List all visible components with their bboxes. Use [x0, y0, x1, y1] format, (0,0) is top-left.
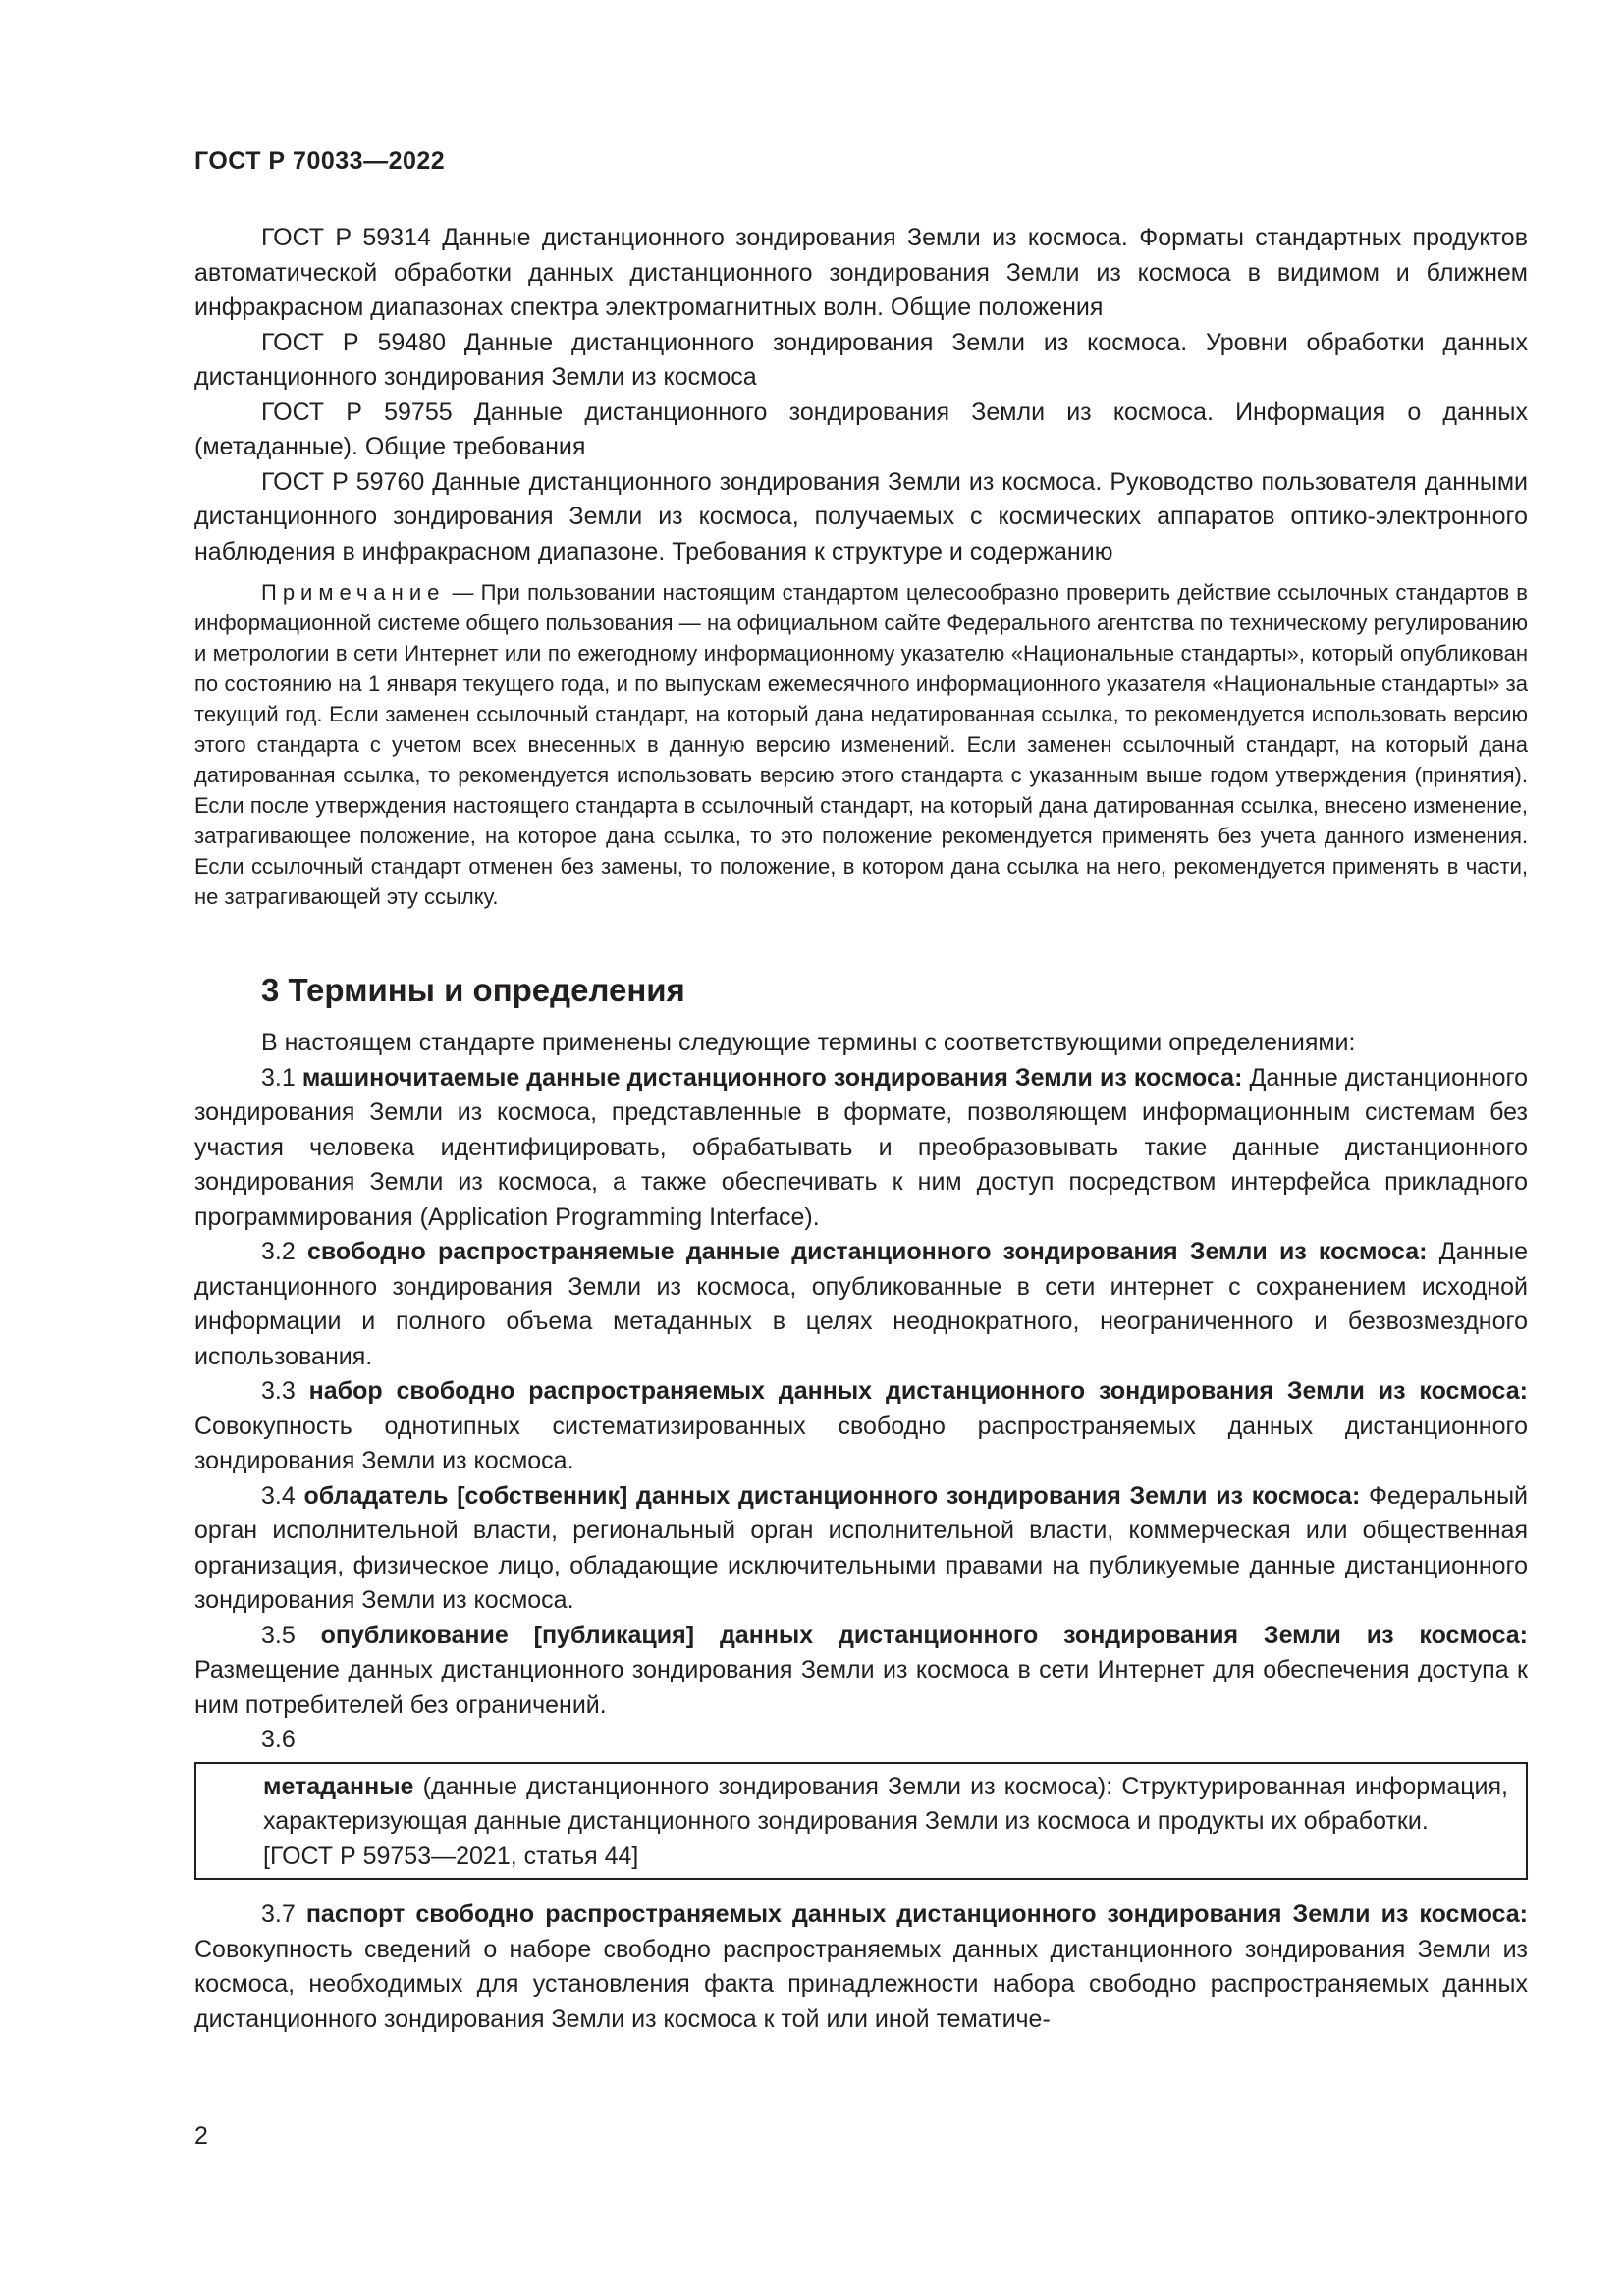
term-name: метаданные — [263, 1772, 414, 1800]
boxed-term-entry — [263, 1770, 1508, 1840]
note-label: Примечание — [261, 580, 446, 605]
page-content — [194, 221, 1528, 2037]
term-definition: Данные дистанционного зондирования Земли из космоса, представленные в формате, позволяющем информационным системам без участия человека идентифицировать, обрабатывать и преобразовывать такие данные дистанционного зондирования Земли из космоса, а также обеспечивать к ним доступ посредством интерфейса прикладного программирования (Application Programming Interface). — [194, 1063, 1528, 1231]
term-source: [ГОСТ Р 59753—2021, статья 44] — [263, 1842, 639, 1870]
section-intro: В настоящем стандарте применены следующие термины с соответствующими определениями: — [261, 1029, 1356, 1056]
term-name: набор свободно распространяемых данных дистанционного зондирования Земли из космоса: — [308, 1377, 1528, 1405]
term-number: 3.4 — [261, 1481, 296, 1510]
term-name: свободно распространяемые данные дистанционного зондирования Земли из космоса: — [306, 1238, 1428, 1265]
term-number-boxed: 3.6 — [261, 1726, 296, 1753]
term-entry — [194, 1374, 1528, 1479]
term-definition: Федеральный орган исполнительной власти, региональный орган исполнительной власти, коммерческая или общественная организация, физическое лицо, обладающие исключительными правами на публикуемые данные дистанционного зондирования Земли из космоса. — [194, 1481, 1528, 1614]
term-name: машиночитаемые данные дистанционного зондирования Земли из космоса: — [301, 1063, 1243, 1092]
term-definition: Размещение данных дистанционного зондирования Земли из космоса в сети Интернет для обеспечения доступа к ним потребителей без ограничений. — [194, 1656, 1528, 1719]
term-name: обладатель [собственник] данных дистанционного зондирования Земли из космоса: — [303, 1481, 1361, 1510]
term-box — [194, 1762, 1528, 1881]
term-number: 3.5 — [261, 1621, 296, 1649]
term-definition: Совокупность однотипных систематизированных свободно распространяемых данных дистанционного зондирования Земли из космоса. — [194, 1412, 1528, 1474]
term-entry — [194, 1061, 1528, 1236]
document-code: ГОСТ Р 70033—2022 — [194, 147, 446, 175]
reference-item: ГОСТ Р 59760 Данные дистанционного зондирования Земли из космоса. Руководство пользователя данными дистанционного зондирования Земли из космоса, получаемых с космических аппаратов оптико-электронного наблюдения в инфракрасном диапазоне. Требования к структуре и содержанию — [194, 467, 1528, 565]
note-text: — При пользовании настоящим стандартом целесообразно проверить действие ссылочных стандартов в информационной системе общего пользования — на официальном сайте Федерального агентства по техническому регулированию и метрологии в сети Интернет или по ежегодному информационному указателю «Национальные стандарты», который опубликован по состоянию на 1 января текущего года, и по выпускам ежемесячного информационного указателя «Национальные стандарты» за текущий год. Если заменен ссылочный стандарт, на который дана недатированная ссылка, то рекомендуется использовать версию этого стандарта с учетом всех внесенных в данную версию изменений. Если заменен ссылочный стандарт, на который дана датированная ссылка, то рекомендуется использовать версию этого стандарта с указанным выше годом утверждения (принятия). Если после утверждения настоящего стандарта в ссылочный стандарт, на который дана датированная ссылка, внесено изменение, затрагивающее положение, на которое дана ссылка, то это положение рекомендуется применять без учета данного изменения. Если ссылочный стандарт отменен без замены, то положение, в котором дана ссылка на него, рекомендуется применять в части, не затрагивающей эту ссылку. — [194, 580, 1528, 909]
term-number: 3.3 — [261, 1377, 296, 1405]
term-entry — [194, 1235, 1528, 1374]
reference-item: ГОСТ Р 59755 Данные дистанционного зондирования Земли из космоса. Информация о данных (метаданные). Общие требования — [194, 398, 1528, 460]
term-number: 3.2 — [261, 1238, 296, 1265]
reference-item: ГОСТ Р 59480 Данные дистанционного зондирования Земли из космоса. Уровни обработки данных дистанционного зондирования Земли из космоса — [194, 328, 1528, 391]
term-entry — [194, 1619, 1528, 1724]
reference-item: ГОСТ Р 59314 Данные дистанционного зондирования Земли из космоса. Форматы стандартных продуктов автоматической обработки данных дистанционного зондирования Земли из космоса в видимом и ближнем инфракрасном диапазонах спектра электромагнитных волн. Общие положения — [194, 224, 1528, 321]
term-number: 3.7 — [261, 1900, 296, 1928]
section-title: 3 Термины и определения — [261, 972, 685, 1008]
term-definition: Совокупность сведений о наборе свободно распространяемых данных дистанционного зондирования Земли из космоса, необходимых для установления факта принадлежности набора свободно распространяемых данных дистанционного зондирования Земли из космоса к той или иной тематиче- — [194, 1935, 1528, 2033]
term-definition: Данные дистанционного зондирования Земли из космоса, опубликованные в сети интернет с сохранением исходной информации и полного объема метаданных в целях неоднократного, неограниченного и безвозмездного использования. — [194, 1238, 1529, 1370]
term-entry — [194, 1897, 1528, 2037]
term-name: паспорт свободно распространяемых данных дистанционного зондирования Земли из космоса: — [305, 1900, 1529, 1928]
term-number: 3.1 — [261, 1063, 296, 1092]
term-definition: (данные дистанционного зондирования Земли из космоса): Структурированная информация, характеризующая данные дистанционного зондирования Земли из космоса и продукты их обработки. — [263, 1772, 1508, 1835]
note — [194, 577, 1528, 912]
term-name: опубликование [публикация] данных дистанционного зондирования Земли из космоса: — [320, 1621, 1529, 1649]
page-number: 2 — [194, 2122, 208, 2150]
term-entry — [194, 1479, 1528, 1619]
